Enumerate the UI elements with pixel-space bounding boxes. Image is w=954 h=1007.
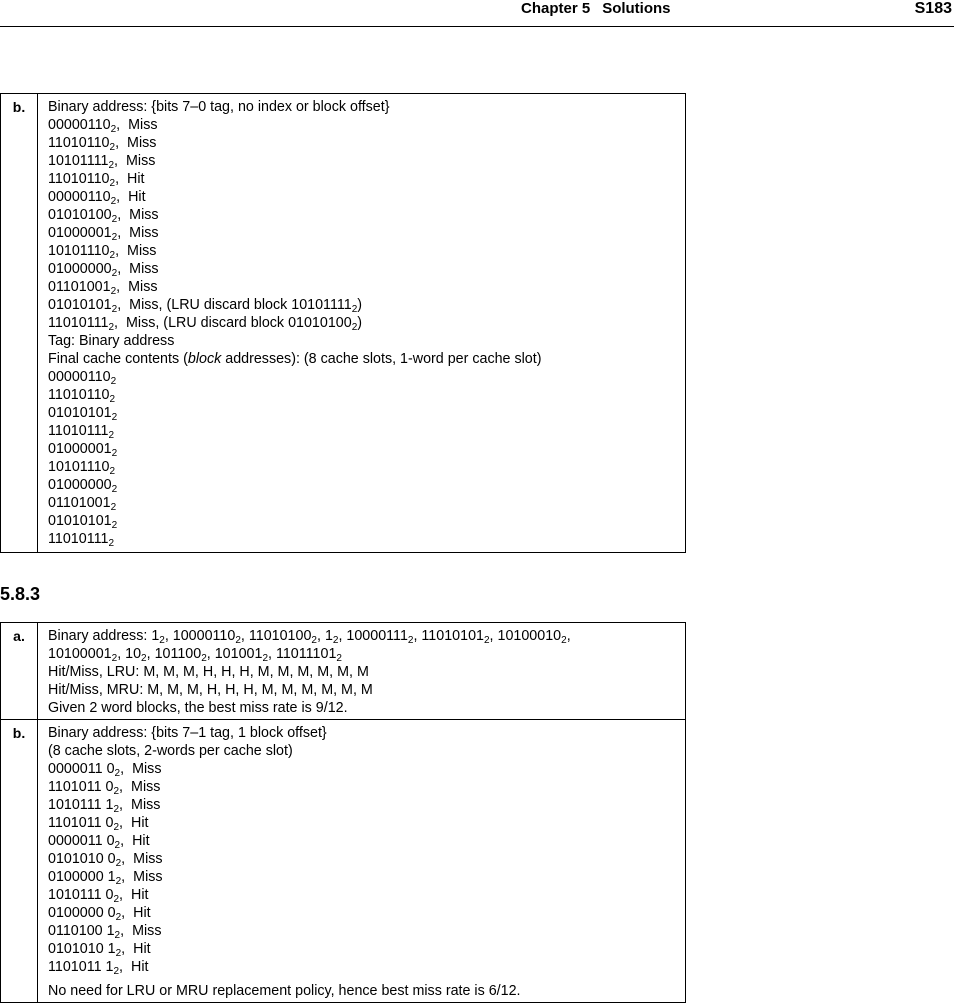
hit-miss: Miss bbox=[133, 851, 163, 867]
hit-miss: Hit bbox=[132, 833, 150, 849]
access-line: 0110100 $1_2$, Miss bbox=[48, 923, 162, 941]
base-subscript: 2 bbox=[111, 653, 118, 664]
chapter-label: Chapter 5 bbox=[521, 0, 591, 17]
hit-miss: Miss bbox=[125, 153, 156, 169]
base-subscript: 2 bbox=[108, 160, 114, 171]
base-subscript: 2 bbox=[109, 142, 116, 153]
address-list-line-1: Binary address: $1_2$, $10000110_2$, $11010100_2$, $1_2$, $10000111_2$, $11010101_2$, $10100010_2$, bbox=[48, 628, 571, 646]
base-subscript: 2 bbox=[109, 466, 116, 477]
lru-access-list bbox=[48, 296, 677, 332]
base-subscript: 2 bbox=[114, 768, 121, 779]
address: 11010110 bbox=[48, 171, 110, 187]
base-subscript: 2 bbox=[114, 840, 121, 851]
tag-bits: 1101011 bbox=[48, 815, 102, 831]
address: 01010101 bbox=[48, 513, 112, 529]
hit-miss: Hit bbox=[133, 905, 151, 921]
tag-bits: 1010111 bbox=[48, 797, 102, 813]
address: 01010100 bbox=[48, 207, 112, 223]
base-subscript: 2 bbox=[113, 966, 120, 977]
offset-bit: 1 bbox=[106, 923, 115, 939]
tag-bits: 1101011 bbox=[48, 779, 102, 795]
address: 01010101 bbox=[48, 405, 112, 421]
access-line: $01000001_2$, Miss bbox=[48, 225, 159, 243]
offset-bit: 0 bbox=[107, 851, 116, 867]
hit-miss: Miss, (LRU discard block bbox=[125, 315, 289, 331]
hit-miss: Hit bbox=[131, 959, 149, 975]
base-subscript: 2 bbox=[111, 214, 118, 225]
access-list bbox=[48, 116, 677, 296]
base-subscript: 2 bbox=[336, 653, 342, 664]
access-line: $11010111_2$, Miss, (LRU discard block $01010100_2$) bbox=[48, 315, 363, 333]
access-line: $01101001_2$, Miss bbox=[48, 279, 158, 297]
access-line: $11010110_2$, Miss bbox=[48, 135, 157, 153]
base-subscript: 2 bbox=[115, 912, 122, 923]
part-label: b. bbox=[1, 94, 38, 553]
base-subscript: 2 bbox=[111, 304, 118, 315]
final-contents-heading: Final cache contents (block addresses): (8 cache slots, 1-word per cache slot) bbox=[48, 351, 542, 367]
address: 01000000 bbox=[48, 477, 112, 493]
address: 10 bbox=[125, 646, 142, 662]
address: 10101110 bbox=[48, 243, 110, 259]
hit-miss: Miss bbox=[127, 135, 157, 151]
base-subscript: 2 bbox=[407, 635, 414, 646]
address: 01101001 bbox=[48, 495, 111, 511]
section-label: Solutions bbox=[602, 0, 671, 17]
cache-content-line bbox=[48, 530, 677, 548]
address: 10000110 bbox=[172, 628, 236, 644]
address: 11010100 bbox=[248, 628, 312, 644]
address-format-line: Binary address: {bits 7–1 tag, 1 block offset} bbox=[48, 725, 327, 741]
access-line: $01000000_2$, Miss bbox=[48, 261, 159, 279]
address: 11010111 bbox=[48, 423, 109, 439]
tag-bits: 0000011 bbox=[48, 761, 103, 777]
conclusion-line: Given 2 word blocks, the best miss rate is 9/12. bbox=[48, 700, 348, 716]
hit-miss: Hit bbox=[131, 815, 149, 831]
hit-miss: Miss bbox=[129, 261, 159, 277]
base-subscript: 2 bbox=[115, 876, 122, 887]
solution-body bbox=[38, 94, 686, 553]
hit-miss: Hit bbox=[127, 171, 145, 187]
hit-miss: Miss bbox=[128, 279, 158, 295]
base-subscript: 2 bbox=[111, 484, 118, 495]
access-line: $11010110_2$, Hit bbox=[48, 171, 145, 189]
base-subscript: 2 bbox=[483, 635, 490, 646]
access-line: 1101011 $0_2$, Miss bbox=[48, 779, 161, 797]
address: 1 bbox=[151, 628, 160, 644]
hit-miss: Miss bbox=[129, 207, 159, 223]
access-list bbox=[48, 760, 677, 976]
offset-bit: 0 bbox=[105, 779, 114, 795]
hit-miss: Miss bbox=[132, 761, 162, 777]
offset-bit: 1 bbox=[107, 941, 116, 957]
offset-bit: 0 bbox=[107, 905, 116, 921]
conclusion-line: No need for LRU or MRU replacement policy, hence best miss rate is 6/12. bbox=[48, 983, 521, 999]
address: 10101110 bbox=[48, 459, 110, 475]
address: 01101001 bbox=[48, 279, 111, 295]
address: 11010111 bbox=[48, 315, 109, 331]
access-line: 0000011 $0_2$, Hit bbox=[48, 833, 150, 851]
solution-body bbox=[38, 720, 686, 1003]
access-line: 0100000 $1_2$, Miss bbox=[48, 869, 163, 887]
access-line: 0000011 $0_2$, Miss bbox=[48, 761, 162, 779]
address: 00000110 bbox=[48, 189, 111, 205]
hit-miss: Miss bbox=[128, 117, 158, 133]
base-subscript: 2 bbox=[111, 268, 118, 279]
solution-body bbox=[38, 623, 686, 720]
tag-bits: 0101010 bbox=[48, 941, 104, 957]
base-subscript: 2 bbox=[109, 178, 116, 189]
table-row bbox=[1, 94, 686, 553]
solution-table-part-b bbox=[0, 93, 686, 553]
base-subscript: 2 bbox=[111, 448, 118, 459]
slots-line: (8 cache slots, 2-words per cache slot) bbox=[48, 743, 293, 759]
base-subscript: 2 bbox=[113, 822, 120, 833]
access-line: 0101010 $0_2$, Miss bbox=[48, 851, 163, 869]
section-heading: 5.8.3 bbox=[0, 584, 41, 604]
hit-miss: Miss bbox=[132, 923, 162, 939]
address: 01000001 bbox=[48, 225, 112, 241]
base-subscript: 2 bbox=[235, 635, 241, 646]
address-list-line-2: $10100001_2$, $10_2$, $101100_2$, $101001_2$, $11011101_2$ bbox=[48, 646, 342, 664]
address: 10101111 bbox=[48, 153, 109, 169]
access-line: $01010100_2$, Miss bbox=[48, 207, 159, 225]
base-subscript: 2 bbox=[108, 430, 114, 441]
table-row bbox=[1, 623, 686, 720]
base-subscript: 2 bbox=[113, 804, 120, 815]
cache-content-line bbox=[48, 404, 677, 422]
address: 101100 bbox=[154, 646, 202, 662]
tag-bits: 0000011 bbox=[48, 833, 103, 849]
offset-bit: 1 bbox=[107, 869, 116, 885]
base-subscript: 2 bbox=[109, 250, 116, 261]
base-subscript: 2 bbox=[159, 635, 165, 646]
cache-content-line bbox=[48, 386, 677, 404]
hit-miss: Miss bbox=[131, 779, 161, 795]
base-subscript: 2 bbox=[108, 538, 114, 549]
solution-table-5-8-3 bbox=[0, 622, 686, 1003]
part-label: a. bbox=[1, 623, 38, 720]
access-line: 0101010 $1_2$, Hit bbox=[48, 941, 151, 959]
hit-miss: Miss bbox=[127, 243, 157, 259]
base-subscript: 2 bbox=[141, 653, 147, 664]
base-subscript: 2 bbox=[115, 948, 122, 959]
address: 11011101 bbox=[275, 646, 337, 662]
running-header bbox=[521, 0, 671, 17]
tag-bits: 0100000 bbox=[48, 905, 104, 921]
hit-miss: Miss bbox=[131, 797, 161, 813]
cache-content-line bbox=[48, 512, 677, 530]
tag-bits: 0100000 bbox=[48, 869, 104, 885]
page-number: S183 bbox=[914, 0, 952, 17]
base-subscript: 2 bbox=[262, 653, 269, 664]
access-line: $01010101_2$, Miss, (LRU discard block $10101111_2$) bbox=[48, 297, 363, 315]
base-subscript: 2 bbox=[113, 786, 120, 797]
tag-bits: 0110100 bbox=[48, 923, 103, 939]
tag-bits: 0101010 bbox=[48, 851, 104, 867]
address: 1 bbox=[324, 628, 333, 644]
cache-content-line bbox=[48, 368, 677, 386]
header-rule bbox=[0, 26, 954, 27]
base-subscript: 2 bbox=[114, 930, 121, 941]
base-subscript: 2 bbox=[110, 376, 117, 387]
address: 11010110 bbox=[48, 387, 110, 403]
discarded-address: 01010100 bbox=[288, 315, 352, 331]
address: 10000111 bbox=[346, 628, 408, 644]
address: 01000001 bbox=[48, 441, 112, 457]
cache-content-line bbox=[48, 494, 677, 512]
base-subscript: 2 bbox=[201, 653, 207, 664]
mru-result-line: Hit/Miss, MRU: M, M, M, H, H, H, M, M, M, M, M, M bbox=[48, 682, 373, 698]
address: 00000110 bbox=[48, 117, 111, 133]
hit-miss: Hit bbox=[128, 189, 146, 205]
lru-result-line: Hit/Miss, LRU: M, M, M, H, H, H, M, M, M, M, M, M bbox=[48, 664, 369, 680]
cache-content-line bbox=[48, 476, 677, 494]
access-line: 1010111 $0_2$, Hit bbox=[48, 887, 149, 905]
base-subscript: 2 bbox=[115, 858, 122, 869]
access-line: $10101110_2$, Miss bbox=[48, 243, 157, 261]
base-subscript: 2 bbox=[110, 196, 117, 207]
tag-line: Tag: Binary address bbox=[48, 333, 175, 349]
base-subscript: 2 bbox=[110, 124, 117, 135]
offset-bit: 0 bbox=[106, 833, 115, 849]
offset-bit: 0 bbox=[106, 761, 115, 777]
access-line: 1101011 $1_2$, Hit bbox=[48, 959, 149, 977]
address-format-line: Binary address: {bits 7–0 tag, no index or block offset} bbox=[48, 99, 390, 115]
base-subscript: 2 bbox=[351, 322, 358, 333]
base-subscript: 2 bbox=[111, 520, 118, 531]
access-line: $00000110_2$, Hit bbox=[48, 189, 146, 207]
access-line: 1010111 $1_2$, Miss bbox=[48, 797, 161, 815]
address: 101001 bbox=[214, 646, 263, 662]
part-label: b. bbox=[1, 720, 38, 1003]
cache-content-line bbox=[48, 440, 677, 458]
hit-miss: Hit bbox=[131, 887, 149, 903]
address: 00000110 bbox=[48, 369, 111, 385]
base-subscript: 2 bbox=[111, 232, 118, 243]
access-line: $00000110_2$, Miss bbox=[48, 117, 158, 135]
address: 11010101 bbox=[421, 628, 484, 644]
base-subscript: 2 bbox=[561, 635, 567, 646]
offset-bit: 1 bbox=[105, 797, 114, 813]
final-contents-list bbox=[48, 368, 677, 548]
offset-bit: 0 bbox=[105, 887, 114, 903]
hit-miss: Miss, (LRU discard block bbox=[129, 297, 292, 313]
base-subscript: 2 bbox=[111, 412, 118, 423]
address: 11010110 bbox=[48, 135, 110, 151]
address: 10100001 bbox=[48, 646, 112, 662]
hit-miss: Hit bbox=[133, 941, 151, 957]
base-subscript: 2 bbox=[311, 635, 317, 646]
cache-content-line bbox=[48, 458, 677, 476]
base-subscript: 2 bbox=[113, 894, 120, 905]
cache-content-line bbox=[48, 422, 677, 440]
hit-miss: Miss bbox=[133, 869, 163, 885]
base-subscript: 2 bbox=[110, 502, 117, 513]
tag-bits: 1101011 bbox=[48, 959, 102, 975]
offset-bit: 1 bbox=[105, 959, 114, 975]
base-subscript: 2 bbox=[108, 322, 114, 333]
base-subscript: 2 bbox=[110, 286, 117, 297]
table-row bbox=[1, 720, 686, 1003]
discarded-address: 10101111 bbox=[291, 297, 352, 313]
access-line: $10101111_2$, Miss bbox=[48, 153, 156, 171]
address: 10100010 bbox=[497, 628, 562, 644]
base-subscript: 2 bbox=[332, 635, 339, 646]
address: 01010101 bbox=[48, 297, 112, 313]
access-line: 0100000 $0_2$, Hit bbox=[48, 905, 151, 923]
hit-miss: Miss bbox=[129, 225, 159, 241]
base-subscript: 2 bbox=[351, 304, 358, 315]
address: 11010111 bbox=[48, 531, 109, 547]
tag-bits: 1010111 bbox=[48, 887, 102, 903]
address: 01000000 bbox=[48, 261, 112, 277]
base-subscript: 2 bbox=[109, 394, 116, 405]
access-line: 1101011 $0_2$, Hit bbox=[48, 815, 149, 833]
offset-bit: 0 bbox=[105, 815, 114, 831]
